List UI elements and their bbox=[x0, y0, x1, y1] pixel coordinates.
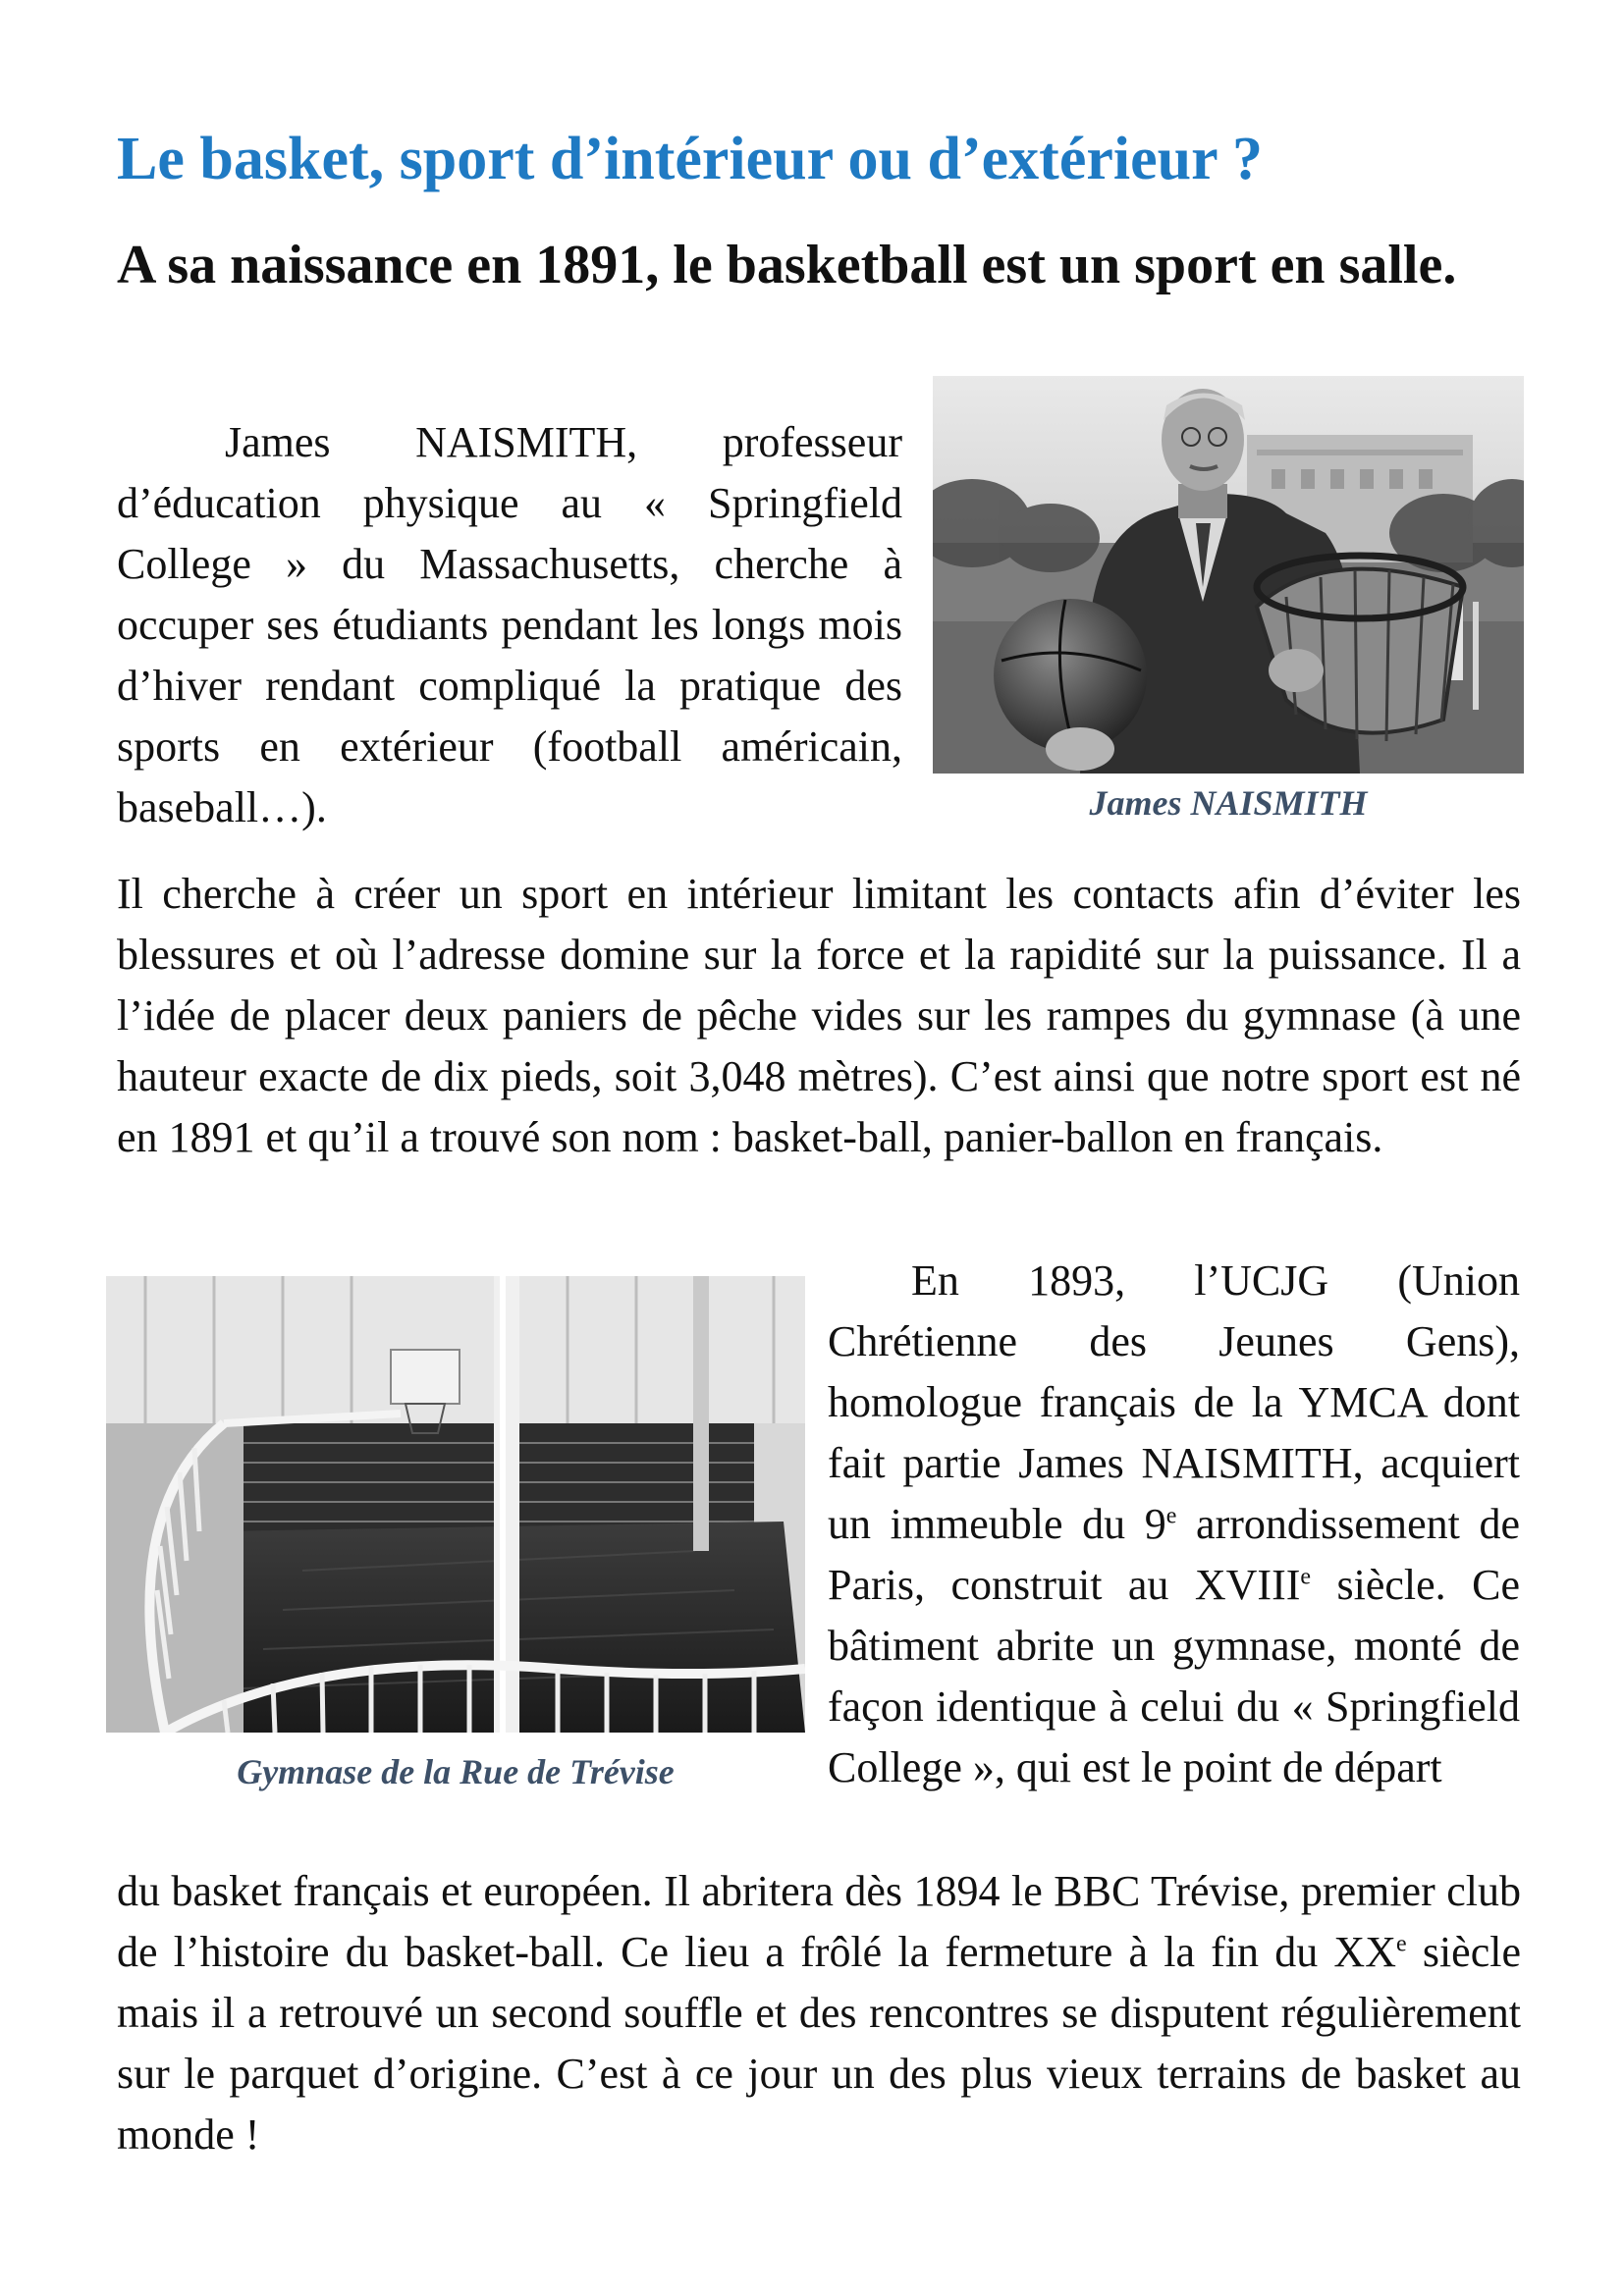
paragraph-bbc-part2: siècle mais il a retrouvé un second souffle et des rencontres se disputent régulièrement sur le parquet d’origine. C’est à ce jour un des plus vieux terrains de basket au monde ! bbox=[117, 1928, 1521, 2159]
superscript-e: e bbox=[1165, 1503, 1177, 1529]
naismith-photo-image bbox=[933, 376, 1524, 774]
paragraph-invention: Il cherche à créer un sport en intérieur limitant les contacts afin d’éviter les blessures et où l’adresse domine sur la force et la rapidité sur la puissance. Il a l’idée de placer deux paniers de pêche vides sur les rampes du gymnase (à une hauteur exacte de dix pieds, soit 3,048 mètres). C’est ainsi que notre sport est né en 1891 et qu’il a trouvé son nom : basket-ball, panier-ballon en français. bbox=[117, 870, 1521, 1161]
paragraph-naismith-intro: James NAISMITH, professeur d’éducation physique au « Springfield College » du Massachusetts, cherche à occuper ses étudiants pendant les longs mois d’hiver rendant compliqué la pratique des sports en extérieur (football américain, baseball…). bbox=[117, 418, 902, 831]
page-title: Le basket, sport d’intérieur ou d’extérieur ? bbox=[117, 126, 1263, 192]
paragraph-ucjg-part3: siècle. Ce bâtiment abrite un gymnase, monté de façon identique à celui du « Springfield College », qui est le point de départ bbox=[828, 1561, 1520, 1791]
naismith-photo-caption: James NAISMITH bbox=[1089, 783, 1368, 823]
paragraph-bbc-part1: du basket français et européen. Il abritera dès 1894 le BBC Trévise, premier club de l’histoire du basket-ball. Ce lieu a frôlé la fermeture à la fin du XX bbox=[117, 1867, 1521, 1976]
gymnase-photo-image bbox=[106, 1276, 805, 1733]
paragraph-bbc-trevise bbox=[117, 1861, 1521, 2165]
gymnase-photo-caption: Gymnase de la Rue de Trévise bbox=[237, 1752, 675, 1791]
paragraph-ucjg-part2: arrondissement de Paris, construit au XVIII bbox=[828, 1500, 1520, 1609]
superscript-e: e bbox=[1395, 1931, 1407, 1957]
paragraph-ucjg bbox=[828, 1251, 1520, 1798]
section-subtitle: A sa naissance en 1891, le basketball est un sport en salle. bbox=[117, 235, 1457, 295]
naismith-photo bbox=[933, 376, 1524, 774]
superscript-e: e bbox=[1300, 1564, 1312, 1590]
gymnase-photo bbox=[106, 1276, 805, 1733]
paragraph-ucjg-part1: En 1893, l’UCJG (Union Chrétienne des Jeunes Gens), homologue français de la YMCA dont fait partie James NAISMITH, acquiert un immeuble du 9 bbox=[828, 1256, 1520, 1548]
